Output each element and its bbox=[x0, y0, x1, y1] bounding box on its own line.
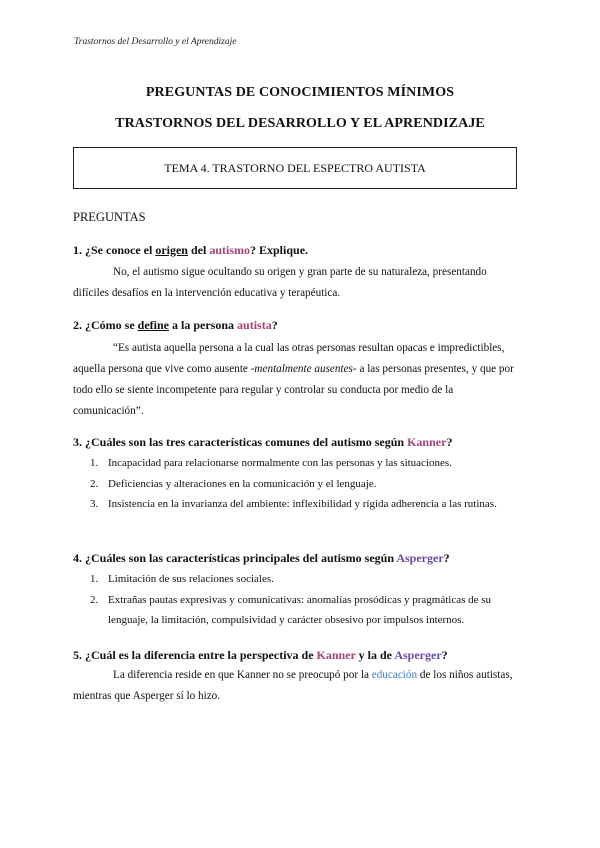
q2-keyword: autista bbox=[237, 318, 272, 332]
q2-text: 2. ¿Cómo se bbox=[73, 318, 138, 332]
answer-2-b: a las personas presentes, y que por todo ello se siente incompetente para regular y controlar su conducta por medio de la comunicación”. bbox=[73, 363, 514, 417]
running-header: Trastornos del Desarrollo y el Aprendizaje bbox=[74, 37, 237, 47]
answer-5-a: La diferencia reside en que Kanner no se preocupó por la bbox=[113, 669, 372, 681]
list-item-text: Insistencia en la invarianza del ambiente: inflexibilidad y rígida adherencia a las rutinas. bbox=[108, 498, 497, 510]
list-item-text: Incapacidad para relacionarse normalmente con las personas y las situaciones. bbox=[108, 457, 452, 469]
list-item-text: Deficiencias y alteraciones en la comunicación y el lenguaje. bbox=[108, 477, 377, 490]
q5-keyword-1: Kanner bbox=[316, 648, 356, 662]
answer-2 bbox=[73, 338, 523, 422]
answer-2-italic: -mentalmente ausentes- bbox=[250, 363, 357, 375]
q3-text: 3. ¿Cuáles son las tres características comunes del autismo según bbox=[73, 435, 408, 449]
answer-1: No, el autismo sigue ocultando su origen y gran parte de su naturaleza, presentando difíciles desafíos en la intervención educativa y terapéutica. bbox=[73, 266, 487, 299]
question-3 bbox=[73, 435, 452, 450]
q3-text-end: ? bbox=[446, 435, 453, 449]
q1-text-mid: del bbox=[187, 243, 210, 257]
list-item-text: Limitación de sus relaciones sociales. bbox=[108, 573, 274, 585]
q3-list bbox=[73, 453, 523, 515]
q2-underlined: define bbox=[137, 318, 170, 332]
q5-keyword-2: Asperger bbox=[394, 648, 442, 662]
q3-keyword: Kanner bbox=[407, 435, 447, 449]
tema-label: TEMA 4. TRASTORNO DEL ESPECTRO AUTISTA bbox=[164, 160, 426, 175]
question-2 bbox=[73, 318, 278, 333]
q5-text-end: ? bbox=[441, 648, 448, 662]
q2-text-mid: a la persona bbox=[169, 318, 238, 332]
q5-text: 5. ¿Cuál es la diferencia entre la perspectiva de bbox=[73, 648, 317, 662]
answer-5-keyword: educación bbox=[371, 669, 418, 681]
q4-text: 4. ¿Cuáles son las características principales del autismo según bbox=[73, 551, 397, 565]
q4-keyword: Asperger bbox=[396, 551, 444, 565]
answer-2-a: “Es autista aquella persona a la cual las otras personas resultan opacas e impredictibles, aquella persona que vive como ausente bbox=[73, 342, 505, 375]
q4-list bbox=[73, 569, 523, 631]
list-item: 1. Incapacidad para relacionarse normalmente con las personas y las situaciones. bbox=[90, 457, 452, 469]
answer-5-b: de los niños autistas, mientras que Asperger sí lo hizo. bbox=[73, 669, 513, 702]
list-item-text: Extrañas pautas expresivas y comunicativas: anomalías prosódicas y pragmáticas de su lenguaje, la limitación, compulsividad y carácter obsesivo por impulsos internos. bbox=[108, 593, 492, 626]
list-item: 2. Deficiencias y alteraciones en la comunicación y el lenguaje. bbox=[90, 477, 377, 490]
answer-5 bbox=[73, 665, 523, 707]
question-1 bbox=[73, 243, 308, 258]
section-label: PREGUNTAS bbox=[73, 210, 146, 224]
q4-text-end: ? bbox=[443, 551, 450, 565]
page-title: PREGUNTAS DE CONOCIMIENTOS MÍNIMOS bbox=[145, 85, 455, 100]
question-5 bbox=[73, 648, 448, 663]
list-item: 1. Limitación de sus relaciones sociales. bbox=[90, 573, 274, 585]
list-item: 2. Extrañas pautas expresivas y comunicativas: anomalías prosódicas y pragmáticas de su lenguaje, la limitación, compulsividad y carácter obsesivo por impulsos internos. bbox=[90, 593, 492, 626]
q1-underlined: origen bbox=[155, 243, 188, 257]
q1-text-end: ? Explique. bbox=[250, 243, 309, 257]
q1-text: 1. ¿Se conoce el bbox=[73, 243, 156, 257]
q2-text-end: ? bbox=[271, 318, 278, 332]
q1-keyword: autismo bbox=[209, 243, 250, 257]
tema-box bbox=[73, 147, 517, 189]
question-4 bbox=[73, 551, 450, 566]
list-item: 3. Insistencia en la invarianza del ambiente: inflexibilidad y rígida adherencia a las rutinas. bbox=[90, 498, 497, 510]
q5-text-mid: y la de bbox=[355, 648, 395, 662]
page-subtitle: TRASTORNOS DEL DESARROLLO Y EL APRENDIZAJE bbox=[115, 116, 485, 131]
